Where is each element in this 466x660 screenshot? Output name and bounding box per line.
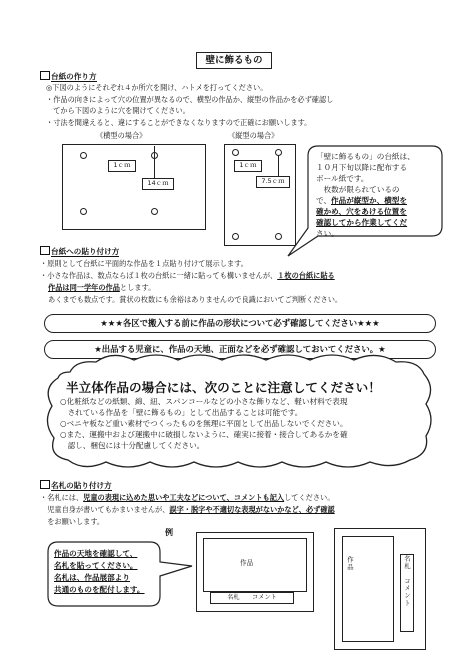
mount-line-2: ・作品の向きによって穴の位置が異なるので、横型の作品か、縦型の作品かを必ず確認し <box>46 95 334 104</box>
mount-line-4: ・寸法を間違えると、違にすることができなくなりますので正確にお願いします。 <box>46 118 312 127</box>
work-label-landscape: 作品 <box>240 559 254 567</box>
example-portrait-work <box>342 536 394 642</box>
caution-body: ○化粧紙などの紙類、綿、紐、スパンコールなどの小さな飾りなど、軽い材料で表現 されている作品を「壁に飾るもの」として出品することは可能です。 ○ベニヤ板など重い素材でつくったものを無理に平面として出品しないでください。 ○また、運搬中および運搬中に破損しないように、確実に接着・接合してあるかを確 認し、梱包には十分配慮してください。 <box>60 397 348 450</box>
attach-line-2: ・小さな作品は、数点ならば１枚の台紙に一緒に貼っても構いませんが、１枚の台紙に貼る <box>40 271 335 280</box>
attach-line-1: ・原則として台紙に平面的な作品を１点貼り付けて展示します。 <box>40 259 248 268</box>
nametag-line-1: ・名札には、児童の表現に込めた思いや工夫などについて、コメントも記入してください。 <box>40 493 335 502</box>
example-label: 例 <box>165 528 173 537</box>
measure-1cm-landscape: 1ｃｍ <box>108 160 136 172</box>
nametag-line-2: 児童自身が書いてもかまいませんが、誤字・脱字や不適切な表現がないかなど、必ず確認 <box>40 505 335 514</box>
example-bubble-text: 作品の天地を確認して、 名札を貼ってください。 名札は、作品展部より 共通のものを配付します。 <box>54 549 145 594</box>
nametag-portrait: 名札 コメント <box>400 554 414 632</box>
measure-7-5cm: 7.5ｃｍ <box>256 176 290 188</box>
banner-check-shape: ★★★各区で搬入する前に作品の形状について必ず確認してください★★★ <box>44 314 436 333</box>
measure-14cm: 14ｃｍ <box>142 178 174 190</box>
example-landscape-work <box>203 538 307 592</box>
portrait-label: 《縦型の場合》 <box>228 131 279 140</box>
banner-check-orientation: ★出品する児童に、作品の天地、正面などを必ず確認しておいてください。★ <box>44 340 436 359</box>
mount-line-1: ◎下図のようにそれぞれ４か所穴を開け、ハトメを打ってください。 <box>46 83 268 92</box>
nametag-line-3: をお願いします。 <box>40 517 105 526</box>
section-heading-mount: 台紙の作り方 <box>40 71 97 81</box>
mount-line-3: てから下図のように穴を開けてください。 <box>46 106 190 115</box>
callout-text: 「壁に飾るもの」の台紙は、 １０月下旬以降に配布する ボール紙です。 枚数が限られているの で、作品が縦型か、横型を 確かめ、穴をあける位置を 確認してから作業してくだ さい。 <box>316 152 415 238</box>
nametag-landscape: 名札 コメント <box>210 592 294 604</box>
landscape-label: 《横型の場合》 <box>96 131 147 140</box>
measure-1cm-portrait: 1ｃｍ <box>234 160 262 172</box>
work-label-portrait: 作品 <box>346 556 354 571</box>
section-heading-nametag: 名札の貼り付け方 <box>40 480 112 490</box>
attach-line-4: あくまでも数点です。賞状の枚数にも余裕はありませんので良識においてご判断ください。 <box>48 295 343 304</box>
section-heading-attach: 台紙への貼り付け方 <box>40 246 119 256</box>
caution-title: 半立体作品の場合には、次のことに注意してください！ <box>66 380 381 395</box>
attach-line-3: 作品は同一学年の作品とします。 <box>48 283 156 292</box>
page-title: 壁に飾るもの <box>196 52 272 69</box>
